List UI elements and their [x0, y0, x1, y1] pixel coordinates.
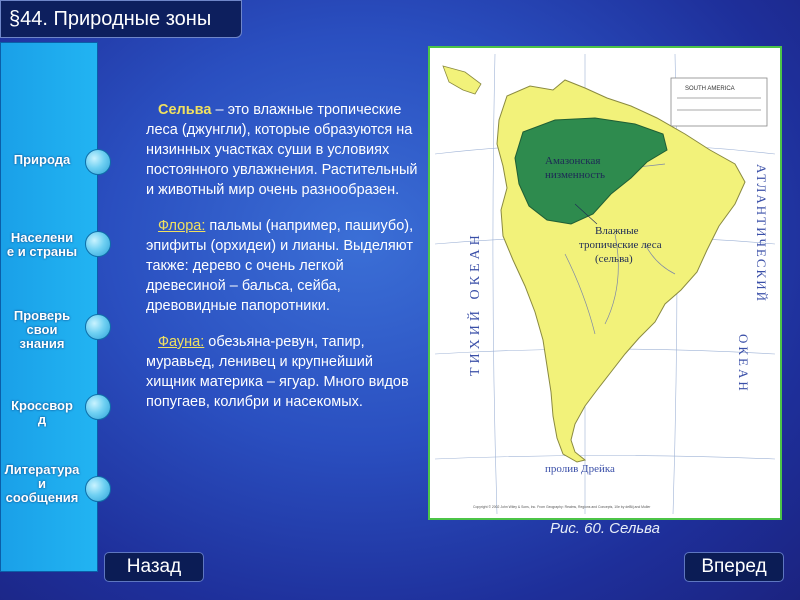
selva-text: – это влажные тропические леса (джунгли), которые образуются на низинных участках суши в условиях постоянного увлажнения. Растительный и животный мир очень разнообразен.	[146, 102, 418, 198]
sidebar-item-label: Проверь свои знания	[13, 308, 71, 351]
sidebar-nav-dot[interactable]	[85, 231, 111, 257]
selva-label-line-1: Влажные	[595, 225, 639, 237]
amazon-label-line-2: низменность	[545, 169, 606, 181]
selva-paragraph	[146, 100, 424, 200]
central-america-shape	[443, 66, 481, 94]
fauna-paragraph	[146, 332, 424, 412]
selva-label-line-3: (сельва)	[595, 253, 633, 265]
amazon-label-line-1: Амазонская	[545, 155, 601, 167]
sidebar-item-label: Литература и сообщения	[4, 462, 80, 505]
sidebar-nav-dot[interactable]	[85, 149, 111, 175]
sidebar-nav-dot[interactable]	[85, 476, 111, 502]
sidebar-nav-dot[interactable]	[85, 394, 111, 420]
page-title: §44. Природные зоны	[0, 0, 242, 38]
pacific-ocean-label: ТИХИЙ ОКЕАН	[468, 231, 483, 376]
fauna-label: Фауна:	[158, 334, 205, 350]
back-button[interactable]: Назад	[104, 552, 204, 582]
flora-text: пальмы (например, пашиубо), эпифиты (орхидеи) и лианы. Выделяют также: дерево с очень легкой древесиной – бальса, сейба, древовидные папоротники.	[146, 218, 414, 314]
main-text	[146, 100, 424, 428]
fauna-text: обезьяна-ревун, тапир, муравьед, ленивец и крупнейший хищник материка – ягуар. Много видов попугаев, колибри и насекомых.	[146, 334, 409, 410]
map-copyright: Copyright © 2002 John Wiley & Sons, Inc. From Geography: Realms, Regions and Concepts, 10e by deBlij and Muller	[473, 505, 651, 509]
south-america-map	[435, 54, 775, 514]
selva-heading: Сельва	[158, 102, 212, 118]
flora-label: Флора:	[158, 218, 206, 234]
inset-title: SOUTH AMERICA	[685, 86, 735, 92]
sidebar-item-label: Природа	[13, 152, 71, 167]
figure-caption: Рис. 60. Сельва	[549, 520, 661, 537]
map-figure	[428, 46, 782, 520]
sidebar	[0, 42, 98, 572]
atlantic-ocean-label-line-2: ОКЕАН	[736, 334, 751, 394]
selva-label-line-2: тропические леса	[579, 239, 662, 251]
next-button[interactable]: Вперед	[684, 552, 784, 582]
flora-paragraph	[146, 216, 424, 316]
drake-passage-label: пролив Дрейка	[545, 463, 615, 475]
sidebar-item-label: Кроссвор д	[11, 398, 73, 427]
sidebar-item-label: Населени е и страны	[6, 230, 78, 259]
atlantic-ocean-label-line-1: АТЛАНТИЧЕСКИЙ	[754, 164, 769, 303]
sidebar-nav-dot[interactable]	[85, 314, 111, 340]
